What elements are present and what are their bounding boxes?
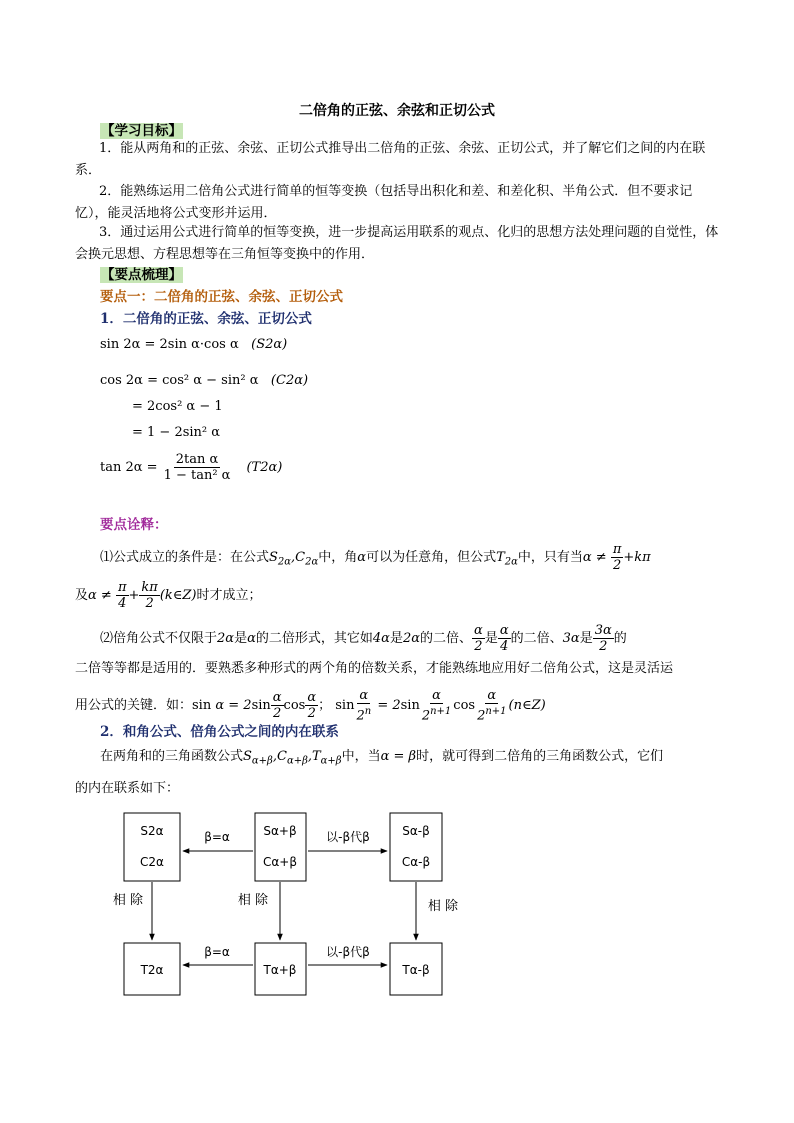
edge-bottom-left-label: β=α: [204, 945, 230, 959]
label-c2a: C2α: [140, 855, 164, 869]
formula-cos-form-2: = 2cos² α − 1: [132, 399, 223, 414]
note-2-line-3: 用公式的关键．如：sin α = 2sin $\frac{\alpha}{2}$ cos $\frac{\alpha}{2}$ ； sin $\frac{\alpha}{2^n}$ = 2sin $\frac{\alpha}{2^{n+1}}$ cos $\frac{\alpha}{2^{n+1}}$ (n∈Z): [75, 688, 546, 724]
label-t2a: T2α: [140, 963, 164, 977]
edge-top-left-label: β=α: [204, 830, 230, 844]
objective-item-1: 1．能从两角和的正弦、余弦、正切公式推导出二倍角的正弦、余弦、正切公式，并了解它们之间的内在联系．: [75, 141, 706, 178]
page-title: 二倍角的正弦、余弦和正切公式: [299, 103, 495, 119]
label-sab: Sα+β: [263, 824, 297, 838]
note-2-line-2: 二倍等等都是适用的．要熟悉多种形式的两个角的倍数关系，才能熟练地应用好二倍角公式，这是灵活运: [75, 661, 674, 676]
objective-item-2: 2．能熟练运用二倍角公式进行简单的恒等变换（包括导出积化和差、和差化积、半角公式．但不要求记忆），能灵活地将公式变形并运用．: [75, 184, 693, 221]
note-1-line-1: ⑴公式成立的条件是：在公式$S_{2\alpha},C_{2\alpha}$中，角α可以为任意角，但公式$T_{2\alpha}$中，只有当α ≠ $\frac{\pi}{2}$ +kπ: [100, 542, 651, 573]
label-ca-b: Cα-β: [401, 855, 431, 869]
formula-tan-double: tan 2α = $\frac{\text{2tan α}}{\text{1 − tan² α}}$ (T2α): [100, 452, 283, 483]
relation-line-2: 的内在联系如下：: [75, 781, 180, 796]
edge-top-right-label: 以-β代β: [326, 830, 370, 844]
section-2-heading: 2．和角公式、倍角公式之间的内在联系: [100, 724, 339, 740]
note-2-line-1: ⑵倍角公式不仅限于2α是α的二倍形式，其它如4α是2α的二倍、 $\frac{\alpha}{2}$ 是 $\frac{\alpha}{4}$ 的二倍、3α是 $\frac{3\alpha}{2}$ 的: [100, 623, 627, 654]
formula-sin-double: sin 2α = 2sin α·cos α (S2α): [100, 337, 288, 352]
divide-left-label: 相 除: [112, 893, 144, 908]
objective-item-3: 3．通过运用公式进行简单的恒等变换，进一步提高运用联系的观点、化归的思想方法处理问题的自觉性，体会换元思想、方程思想等在三角恒等变换中的作用．: [75, 225, 719, 262]
relation-line-1: 在两角和的三角函数公式$S_{\alpha+\beta},C_{\alpha+\beta},T_{\alpha+\beta}$中，当α = β时，就可得到二倍角的三角函数公式，它们: [100, 749, 664, 767]
objectives-heading: 【学习目标】: [101, 123, 182, 139]
edge-bottom-right-label: 以-β代β: [326, 945, 370, 959]
tan-fraction: $\frac{\text{2tan α}}{\text{1 − tan² α}}$: [163, 452, 231, 483]
divide-right-label: 相 除: [427, 899, 459, 914]
label-cab: Cα+β: [262, 855, 298, 869]
formula-cos-double: cos 2α = cos² α − sin² α (C2α): [100, 373, 309, 388]
label-ta-b: Tα-β: [402, 963, 430, 977]
formula-cos-form-3: = 1 − 2sin² α: [132, 425, 221, 440]
note-1-line-2: 及α ≠ $\frac{\pi}{4}$ + $\frac{k\pi}{2}$ (k∈Z)时才成立；: [75, 580, 262, 611]
label-tab: Tα+β: [263, 963, 297, 977]
divide-mid-label: 相 除: [237, 893, 269, 908]
section-1-heading: 1．二倍角的正弦、余弦、正切公式: [100, 311, 312, 327]
label-s2a: S2α: [140, 824, 164, 838]
note-heading: 要点诠释：: [100, 517, 168, 533]
key-point-1-heading: 要点一：二倍角的正弦、余弦、正切公式: [100, 289, 343, 305]
summary-heading: 【要点梳理】: [101, 267, 182, 283]
label-sa-b: Sα-β: [402, 824, 430, 838]
